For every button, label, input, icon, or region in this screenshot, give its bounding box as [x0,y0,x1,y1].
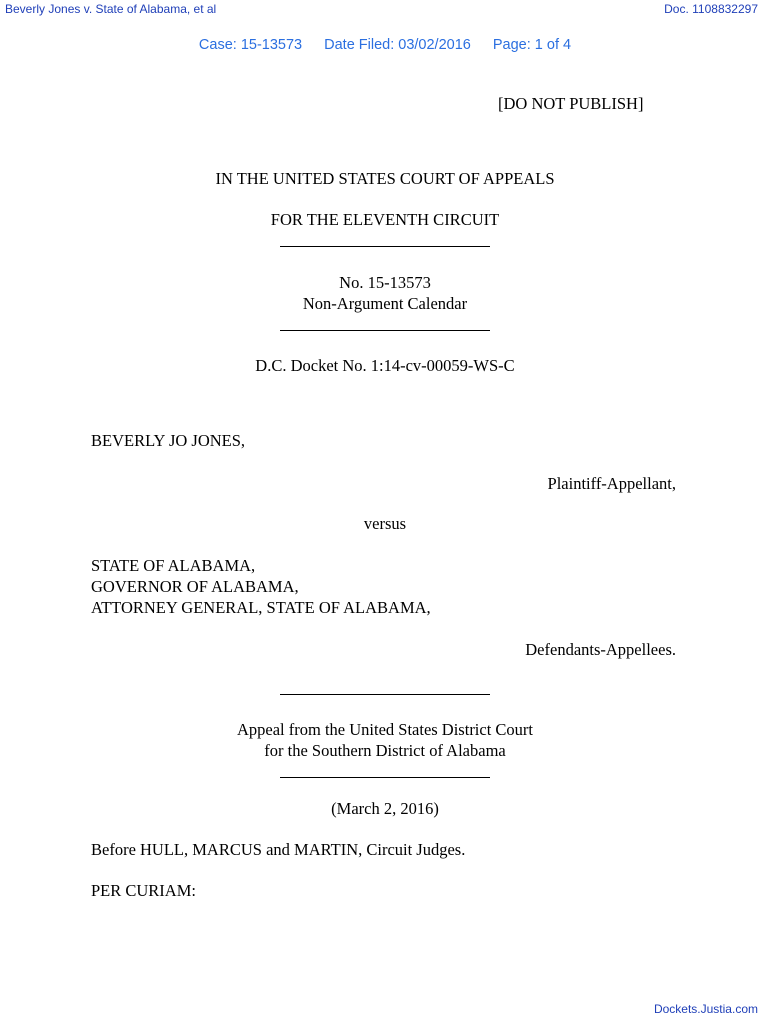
case-number: No. 15-13573 [339,273,431,292]
docket-number: D.C. Docket No. 1:14-cv-00059-WS-C [255,356,515,375]
divider [280,694,490,695]
defendants-role: Defendants-Appellees. [525,640,676,659]
publish-notice: [DO NOT PUBLISH] [498,94,644,113]
defendant-1: STATE OF ALABAMA, [91,556,256,575]
circuit-name: FOR THE ELEVENTH CIRCUIT [270,210,500,229]
defendant-2: GOVERNOR OF ALABAMA, [91,577,299,596]
divider [280,777,490,778]
panel-judges: Before HULL, MARCUS and MARTIN, Circuit Judges. [91,840,466,859]
defendant-3: ATTORNEY GENERAL, STATE OF ALABAMA, [91,598,431,617]
appeal-origin: Appeal from the United States District Court [236,720,534,739]
calendar-type: Non-Argument Calendar [302,294,468,313]
justia-source-link[interactable]: Dockets.Justia.com [653,1002,758,1016]
divider [280,330,490,331]
stamp-case: Case: 15-13573 [198,37,303,53]
stamp-date-filed: Date Filed: 03/02/2016 [324,37,471,53]
per-curiam-heading: PER CURIAM: [91,881,196,900]
appeal-district: for the Southern District of Alabama [264,741,506,760]
filing-stamp [0,37,770,53]
plaintiff-role: Plaintiff-Appellant, [547,474,676,493]
stamp-page: Page: 1 of 4 [492,37,572,53]
divider [280,246,490,247]
case-title-link[interactable]: Beverly Jones v. State of Alabama, et al [5,2,217,16]
court-name: IN THE UNITED STATES COURT OF APPEALS [215,169,555,188]
plaintiff-name: BEVERLY JO JONES, [91,431,246,450]
versus-text: versus [363,514,407,533]
doc-number-link[interactable]: Doc. 1108832297 [664,2,758,16]
decision-date: (March 2, 2016) [331,799,439,818]
